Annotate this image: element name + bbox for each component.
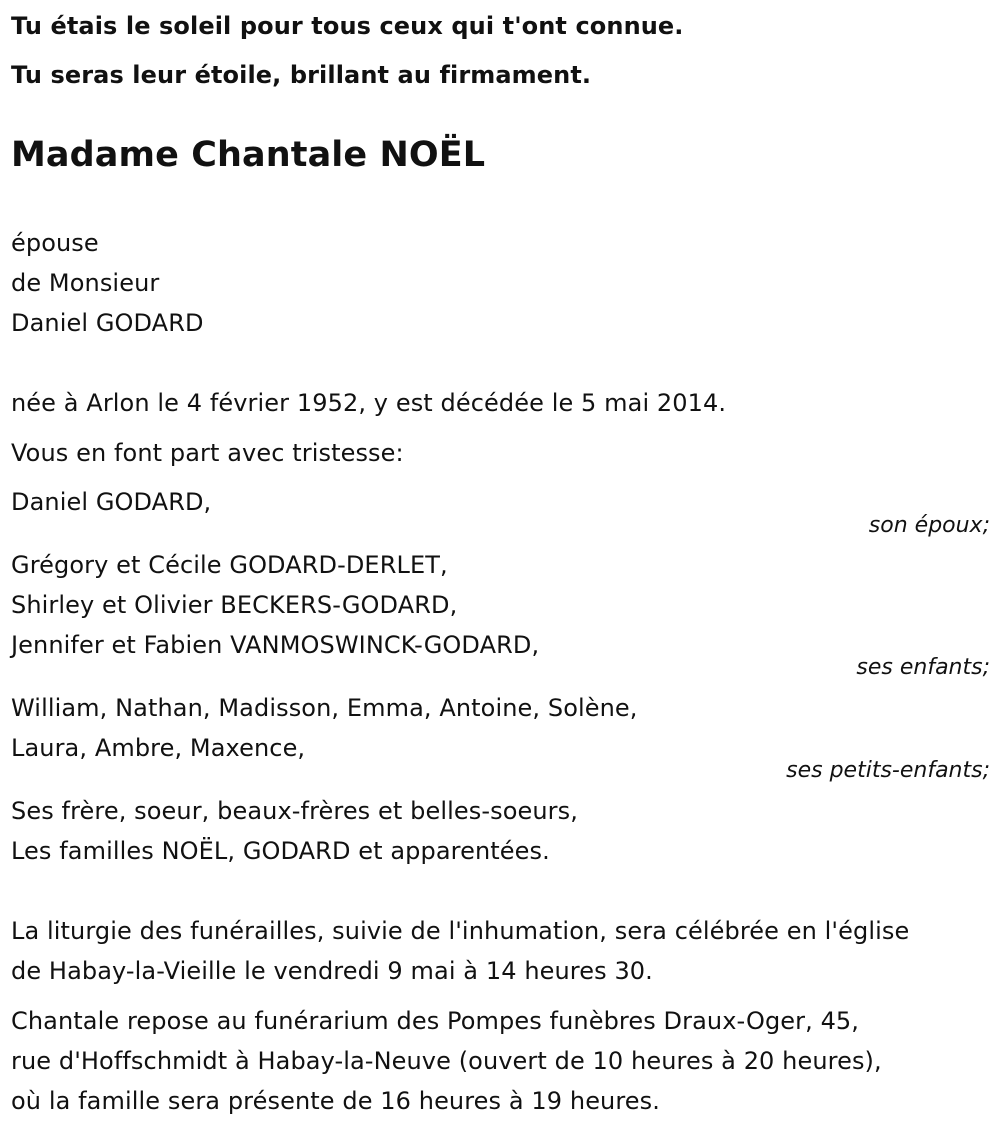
others-line: Les familles NOËL, GODARD et apparentées. — [11, 837, 550, 865]
spouse-line-1: épouse — [11, 229, 99, 257]
epitaph-line-1: Tu étais le soleil pour tous ceux qui t'ont connue. — [11, 12, 684, 40]
announce-line: Vous en font part avec tristesse: — [11, 439, 404, 467]
funerarium-line: où la famille sera présente de 16 heures à 19 heures. — [11, 1087, 661, 1115]
deceased-name: Madame Chantale NOËL — [11, 135, 486, 175]
birth-death-line: née à Arlon le 4 février 1952, y est décédée le 5 mai 2014. — [11, 389, 727, 417]
liturgy-line: de Habay-la-Vieille le vendredi 9 mai à 14 heures 30. — [11, 957, 653, 985]
child-line: Shirley et Olivier BECKERS-GODARD, — [11, 591, 458, 619]
child-line: Grégory et Cécile GODARD-DERLET, — [11, 551, 448, 579]
funerarium-line: Chantale repose au funérarium des Pompes funèbres Draux-Oger, 45, — [11, 1007, 860, 1035]
funerarium-line: rue d'Hoffschmidt à Habay-la-Neuve (ouvert de 10 heures à 20 heures), — [11, 1047, 882, 1075]
epitaph-line-2: Tu seras leur étoile, brillant au firmament. — [11, 61, 592, 89]
others-line: Ses frère, soeur, beaux-frères et belles-soeurs, — [11, 797, 578, 825]
spouse-name: Daniel GODARD, — [11, 488, 212, 516]
grandchildren-line: Laura, Ambre, Maxence, — [11, 734, 306, 762]
spouse-line-3: Daniel GODARD — [11, 309, 204, 337]
liturgy-line: La liturgie des funérailles, suivie de l'inhumation, sera célébrée en l'église — [11, 917, 910, 945]
child-line: Jennifer et Fabien VANMOSWINCK-GODARD, — [11, 631, 540, 659]
grandchildren-line: William, Nathan, Madisson, Emma, Antoine, Solène, — [11, 694, 638, 722]
children-role: ses enfants; — [856, 655, 990, 680]
spouse-line-2: de Monsieur — [11, 269, 160, 297]
grandchildren-role: ses petits-enfants; — [786, 758, 990, 783]
spouse-role: son époux; — [868, 513, 990, 538]
